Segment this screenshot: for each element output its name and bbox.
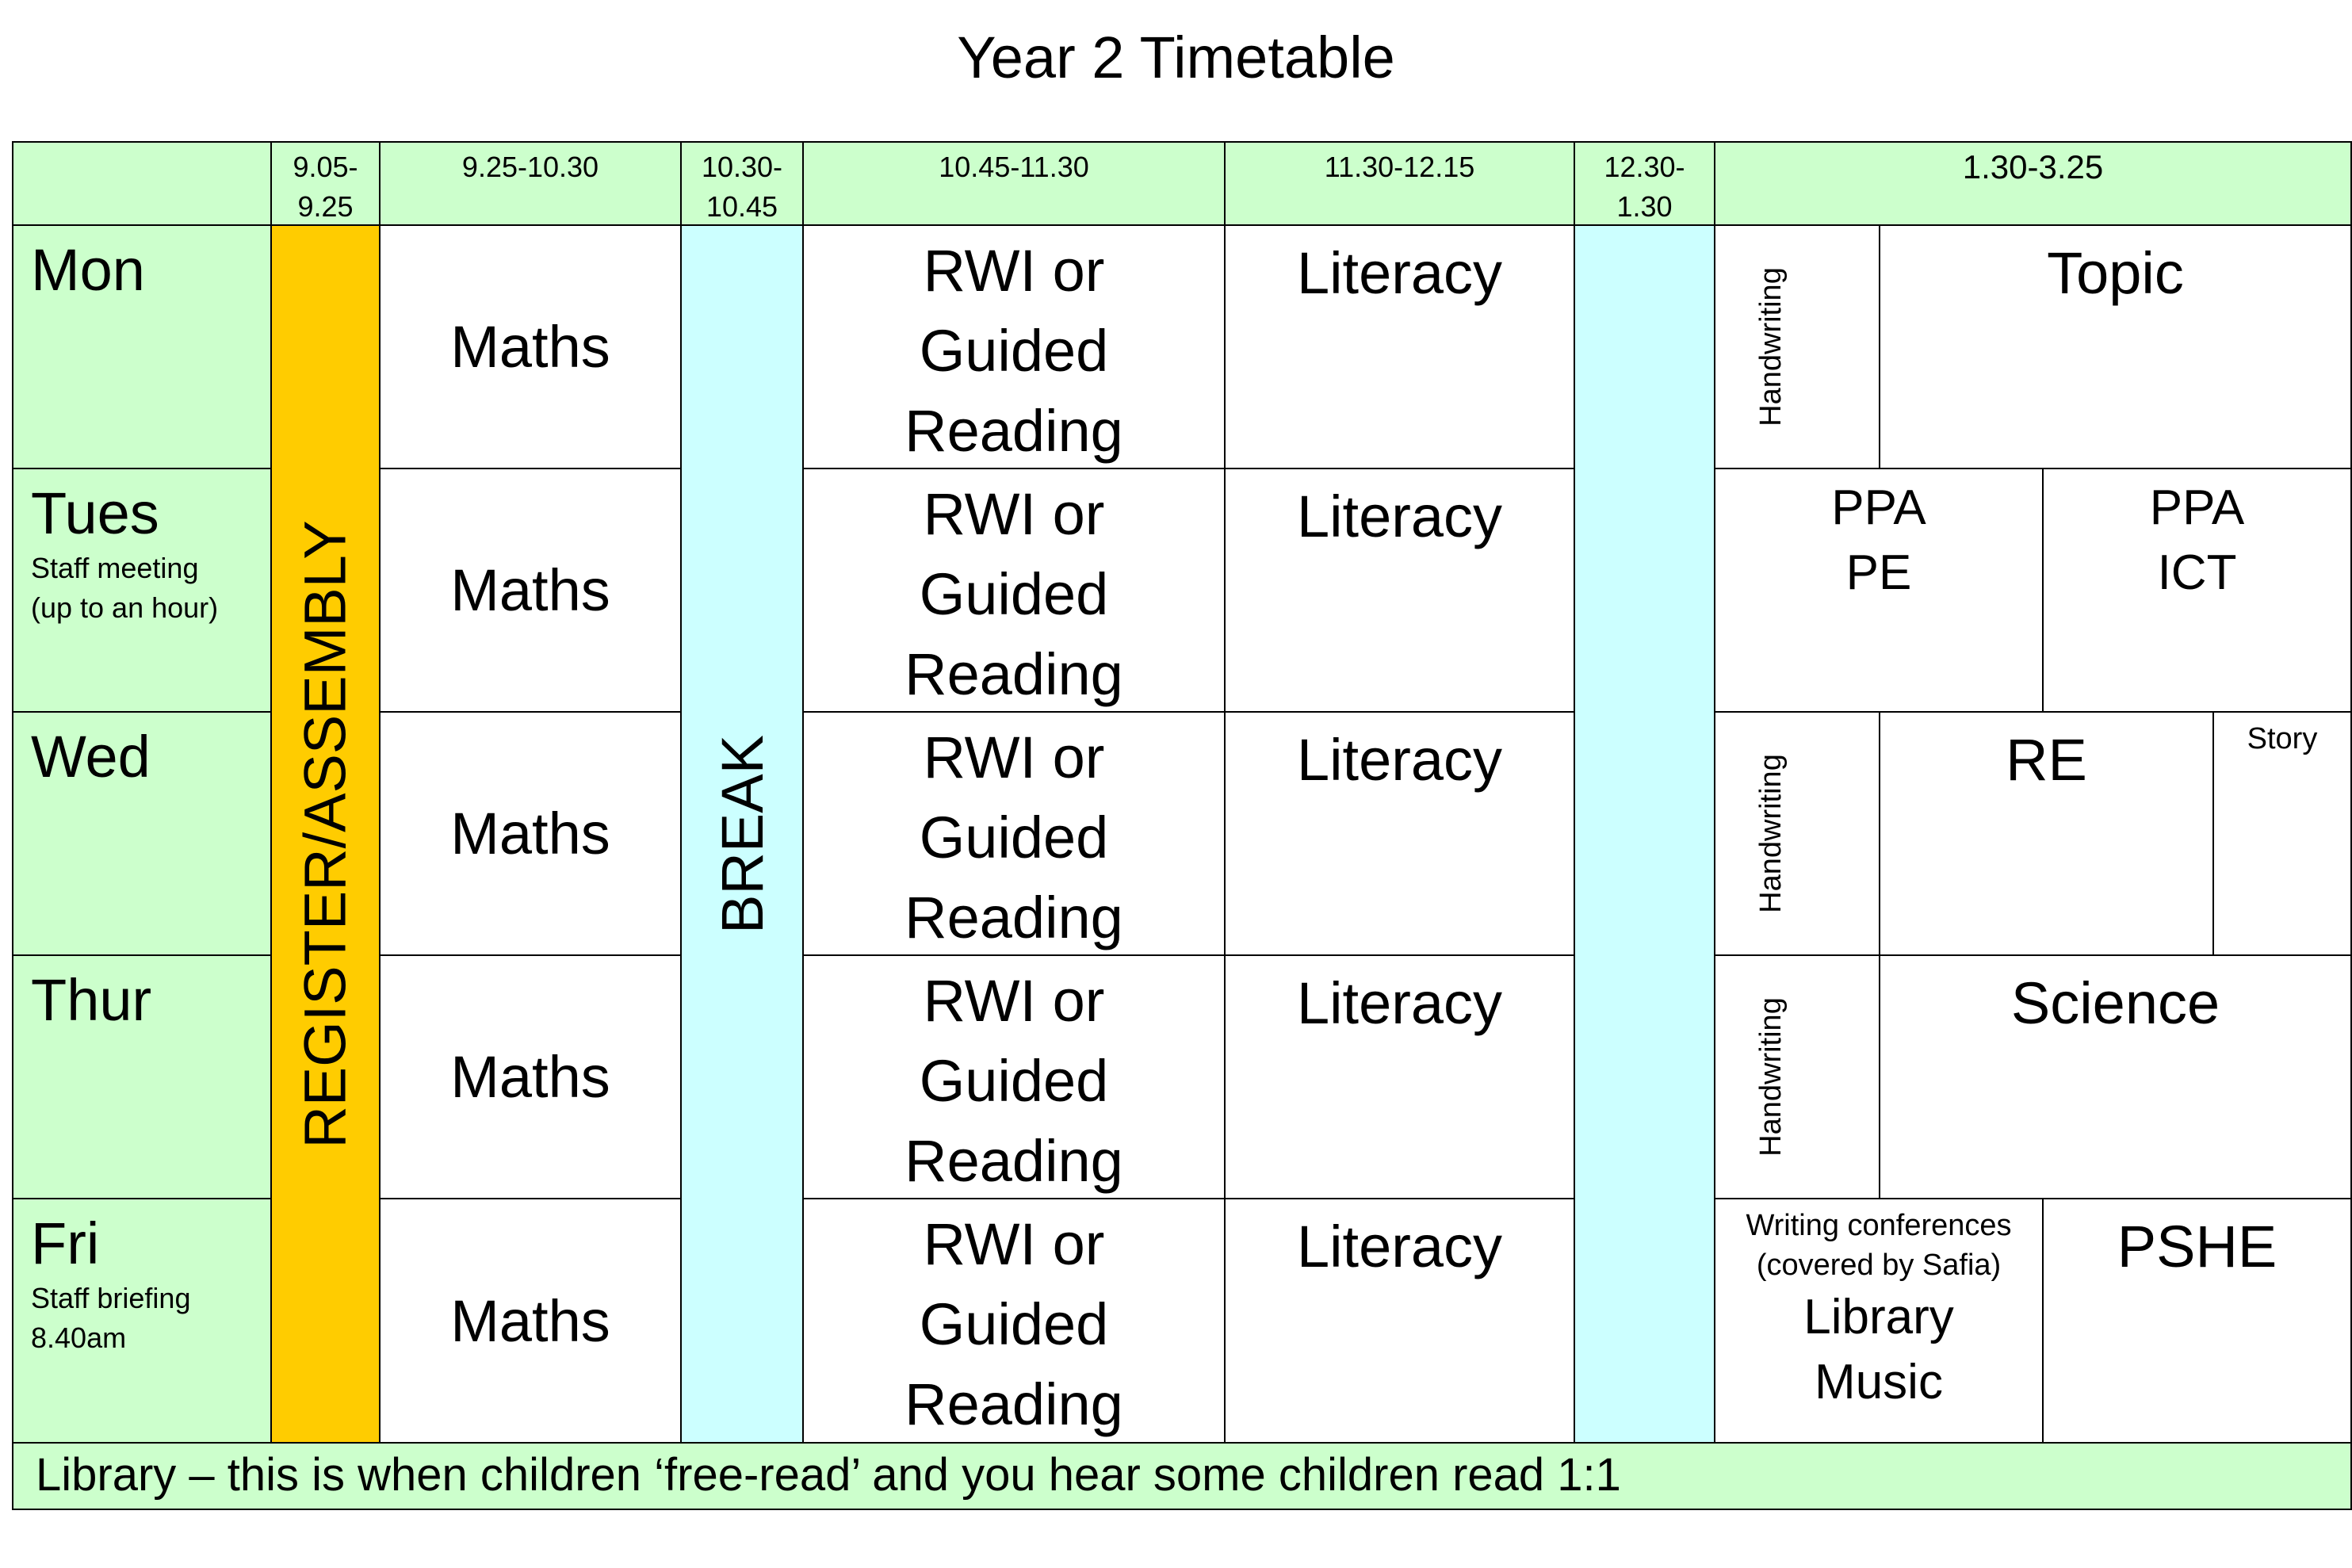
- rwi-line: Guided: [919, 318, 1109, 384]
- header-lunch-line2: 1.30: [1616, 190, 1673, 223]
- header-lunch-time: [1574, 141, 1715, 226]
- mon-handwriting: [1714, 224, 1880, 469]
- maths-mon: [379, 224, 682, 469]
- header-break-time: [680, 141, 804, 226]
- footer-note: [12, 1442, 2352, 1510]
- literacy-label: Literacy: [1296, 970, 1503, 1036]
- register-assembly-block: [270, 224, 381, 1444]
- tues-left-line2: PE: [1845, 545, 1912, 600]
- header-literacy-time: [1224, 141, 1575, 226]
- header-maths-label: 9.25-10.30: [461, 151, 599, 183]
- literacy-wed: [1224, 711, 1575, 956]
- handwriting-label: Handwriting: [1753, 997, 1788, 1157]
- day-mon: [12, 224, 272, 469]
- header-rwi-time: [802, 141, 1226, 226]
- wed-handwriting: [1714, 711, 1880, 956]
- day-wed: [12, 711, 272, 956]
- thur-handwriting: [1714, 954, 1880, 1199]
- handwriting-label: Handwriting: [1753, 267, 1788, 426]
- rwi-line: RWI or: [923, 1211, 1105, 1277]
- maths-wed: [379, 711, 682, 956]
- rwi-line: RWI or: [923, 968, 1105, 1034]
- fri-line3: Library: [1803, 1290, 1954, 1344]
- maths-tues: [379, 468, 682, 713]
- literacy-label: Literacy: [1296, 1214, 1503, 1279]
- wed-re: [1879, 711, 2214, 956]
- header-register-line1: 9.05-: [293, 151, 358, 183]
- day-name: Mon: [31, 237, 145, 303]
- tues-right-line1: PPA: [2149, 480, 2245, 535]
- maths-label: Maths: [450, 557, 610, 623]
- day-note: Staff briefing: [31, 1282, 191, 1314]
- header-break-line1: 10.30-: [701, 151, 783, 183]
- tues-right-line2: ICT: [2157, 545, 2237, 600]
- header-afternoon-label: 1.30-3.25: [1962, 148, 2104, 185]
- story-label: Story: [2247, 722, 2318, 755]
- header-literacy-label: 11.30-12.15: [1324, 151, 1475, 183]
- header-break-line2: 10.45: [706, 190, 778, 223]
- rwi-line: RWI or: [923, 725, 1105, 790]
- header-maths-time: [379, 141, 682, 226]
- science-label: Science: [2010, 970, 2220, 1036]
- break-label: BREAK: [709, 734, 775, 934]
- fri-line2: (covered by Safia): [1756, 1249, 2002, 1282]
- header-afternoon-time: [1714, 141, 2352, 226]
- rwi-line: Guided: [919, 561, 1109, 627]
- rwi-thur: [802, 954, 1226, 1199]
- day-tues: [12, 468, 272, 713]
- fri-writing-library-music: [1714, 1198, 2044, 1444]
- fri-line1: Writing conferences: [1746, 1209, 2012, 1242]
- rwi-line: Reading: [904, 885, 1123, 950]
- thur-science: [1879, 954, 2352, 1199]
- fri-line4: Music: [1815, 1355, 1943, 1409]
- rwi-fri: [802, 1198, 1226, 1444]
- rwi-line: Reading: [904, 641, 1123, 707]
- rwi-line: Reading: [904, 398, 1123, 464]
- page-title: Year 2 Timetable: [957, 25, 1395, 90]
- tues-left-line1: PPA: [1831, 480, 1926, 535]
- literacy-label: Literacy: [1296, 240, 1503, 306]
- day-name: Wed: [31, 724, 151, 790]
- literacy-fri: [1224, 1198, 1575, 1444]
- handwriting-label: Handwriting: [1753, 754, 1788, 913]
- maths-fri: [379, 1198, 682, 1444]
- day-name: Tues: [31, 480, 159, 546]
- day-note: 8.40am: [31, 1321, 127, 1354]
- maths-label: Maths: [450, 801, 610, 866]
- wed-story: [2212, 711, 2352, 956]
- header-corner: [12, 141, 272, 226]
- header-lunch-line1: 12.30-: [1604, 151, 1685, 183]
- day-thur: [12, 954, 272, 1199]
- maths-thur: [379, 954, 682, 1199]
- register-assembly-label: REGISTER/ASSEMBLY: [293, 519, 359, 1149]
- day-name: Thur: [31, 967, 152, 1033]
- maths-label: Maths: [450, 314, 610, 380]
- pshe-label: PSHE: [2117, 1214, 2277, 1279]
- rwi-line: RWI or: [923, 238, 1105, 304]
- literacy-thur: [1224, 954, 1575, 1199]
- re-label: RE: [2006, 727, 2087, 793]
- footer-text: Library – this is when children ‘free-read’ and you hear some children read 1:1: [36, 1449, 1621, 1501]
- rwi-line: Reading: [904, 1128, 1123, 1194]
- mon-topic: [1879, 224, 2352, 469]
- day-fri: [12, 1198, 272, 1444]
- topic-label: Topic: [2047, 240, 2184, 306]
- rwi-line: Reading: [904, 1371, 1123, 1437]
- rwi-line: RWI or: [923, 481, 1105, 547]
- rwi-line: Guided: [919, 805, 1109, 870]
- tues-ppa-pe: [1714, 468, 2044, 713]
- break-block: [680, 224, 804, 1444]
- rwi-wed: [802, 711, 1226, 956]
- header-rwi-label: 10.45-11.30: [939, 151, 1089, 183]
- header-register-line2: 9.25: [297, 190, 354, 223]
- fri-pshe: [2042, 1198, 2352, 1444]
- rwi-mon: [802, 224, 1226, 469]
- literacy-label: Literacy: [1296, 484, 1503, 549]
- day-note: (up to an hour): [31, 591, 219, 624]
- literacy-label: Literacy: [1296, 727, 1503, 793]
- maths-label: Maths: [450, 1287, 610, 1354]
- lunch-block: [1574, 224, 1715, 1444]
- literacy-mon: [1224, 224, 1575, 469]
- day-name: Fri: [31, 1210, 100, 1276]
- maths-label: Maths: [450, 1044, 610, 1110]
- tues-ppa-ict: [2042, 468, 2352, 713]
- header-register-time: [270, 141, 381, 226]
- rwi-tues: [802, 468, 1226, 713]
- day-note: Staff meeting: [31, 552, 199, 584]
- rwi-line: Guided: [919, 1291, 1109, 1357]
- literacy-tues: [1224, 468, 1575, 713]
- rwi-line: Guided: [919, 1048, 1109, 1114]
